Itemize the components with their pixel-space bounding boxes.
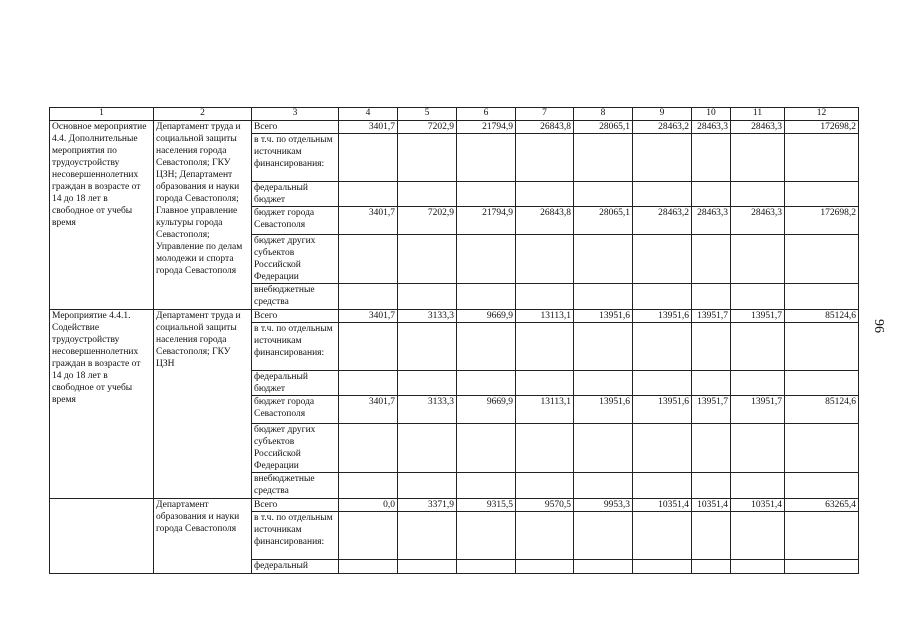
value-cell: 10351,4	[633, 499, 692, 512]
value-cell: 13951,6	[633, 310, 692, 323]
value-cell: 28463,2	[633, 121, 692, 134]
activity-cell: Мероприятие 4.4.1. Содействие трудоустройству несовершеннолетних граждан в возрасте от 14 до 18 лет в свободное от учебы время	[50, 310, 154, 499]
value-cell: 26843,8	[516, 207, 574, 235]
value-cell	[633, 424, 692, 473]
value-cell: 13951,6	[633, 396, 692, 424]
value-cell	[731, 424, 785, 473]
value-cell	[785, 560, 859, 574]
value-cell	[692, 512, 731, 560]
value-cell: 28463,3	[731, 121, 785, 134]
value-cell: 3401,7	[339, 121, 398, 134]
value-cell	[731, 560, 785, 574]
value-cell: 3401,7	[339, 207, 398, 235]
value-cell	[731, 323, 785, 371]
source-label-cell: в т.ч. по отдельным источникам финансирования:	[252, 323, 339, 371]
header-cell: 11	[731, 108, 785, 121]
value-cell	[785, 323, 859, 371]
value-cell: 28463,3	[731, 207, 785, 235]
value-cell	[692, 371, 731, 396]
header-cell: 3	[252, 108, 339, 121]
value-cell: 13113,1	[516, 310, 574, 323]
value-cell	[785, 134, 859, 182]
value-cell	[516, 235, 574, 284]
value-cell	[516, 134, 574, 182]
value-cell	[398, 560, 457, 574]
value-cell: 13951,6	[574, 310, 633, 323]
value-cell: 3401,7	[339, 396, 398, 424]
value-cell	[731, 371, 785, 396]
source-label-cell: бюджет города Севастополя	[252, 207, 339, 235]
value-cell	[339, 284, 398, 310]
value-cell	[692, 323, 731, 371]
value-cell	[731, 235, 785, 284]
value-cell	[574, 235, 633, 284]
value-cell	[516, 424, 574, 473]
value-cell	[516, 473, 574, 499]
source-label-cell: федеральный	[252, 560, 339, 574]
value-cell: 10351,4	[692, 499, 731, 512]
value-cell	[633, 284, 692, 310]
value-cell: 85124,6	[785, 396, 859, 424]
value-cell	[785, 182, 859, 207]
value-cell: 9570,5	[516, 499, 574, 512]
value-cell	[785, 235, 859, 284]
value-cell: 21794,9	[457, 121, 516, 134]
value-cell	[339, 323, 398, 371]
value-cell: 3133,3	[398, 310, 457, 323]
table-row	[50, 121, 859, 134]
value-cell	[785, 371, 859, 396]
value-cell	[574, 512, 633, 560]
value-cell	[339, 134, 398, 182]
value-cell: 3401,7	[339, 310, 398, 323]
value-cell	[398, 284, 457, 310]
value-cell	[633, 323, 692, 371]
value-cell: 28065,1	[574, 121, 633, 134]
value-cell	[785, 284, 859, 310]
value-cell	[339, 371, 398, 396]
value-cell: 63265,4	[785, 499, 859, 512]
value-cell: 7202,9	[398, 121, 457, 134]
value-cell: 21794,9	[457, 207, 516, 235]
source-label-cell: бюджет других субъектов Российской Федерации	[252, 424, 339, 473]
value-cell	[731, 473, 785, 499]
value-cell	[457, 512, 516, 560]
value-cell	[785, 424, 859, 473]
value-cell: 13951,7	[692, 396, 731, 424]
value-cell: 13951,7	[731, 396, 785, 424]
value-cell: 85124,6	[785, 310, 859, 323]
table-row	[50, 499, 859, 512]
source-label-cell: внебюджетные средства	[252, 284, 339, 310]
value-cell	[457, 473, 516, 499]
value-cell	[516, 371, 574, 396]
executor-cell: Департамент образования и науки города Севастополя	[154, 499, 252, 574]
source-label-cell: в т.ч. по отдельным источникам финансирования:	[252, 134, 339, 182]
value-cell: 3371,9	[398, 499, 457, 512]
value-cell	[731, 284, 785, 310]
header-cell: 2	[154, 108, 252, 121]
value-cell	[785, 473, 859, 499]
executor-cell: Департамент труда и социальной защиты населения города Севастополя; ГКУ ЦЗН; Департамент образования и науки города Севастополя; Главное управление культуры города Севастополя; Управление по делам молодежи и спорта города Севастополя	[154, 121, 252, 310]
value-cell	[633, 512, 692, 560]
value-cell: 10351,4	[731, 499, 785, 512]
value-cell	[457, 560, 516, 574]
value-cell: 28065,1	[574, 207, 633, 235]
value-cell	[574, 424, 633, 473]
header-cell: 12	[785, 108, 859, 121]
header-cell: 8	[574, 108, 633, 121]
value-cell	[457, 371, 516, 396]
value-cell	[692, 134, 731, 182]
source-label-cell: федеральный бюджет	[252, 182, 339, 207]
activity-cell: Основное мероприятие 4.4. Дополнительные мероприятия по трудоустройству несовершеннолетних граждан в возрасте от 14 до 18 лет в свободное от учебы время	[50, 121, 154, 310]
header-cell: 6	[457, 108, 516, 121]
source-label-cell: бюджет города Севастополя	[252, 396, 339, 424]
header-cell: 1	[50, 108, 154, 121]
value-cell	[516, 560, 574, 574]
value-cell	[633, 473, 692, 499]
value-cell	[516, 512, 574, 560]
header-cell: 4	[339, 108, 398, 121]
value-cell	[516, 182, 574, 207]
value-cell	[398, 424, 457, 473]
value-cell	[398, 512, 457, 560]
value-cell: 13951,7	[731, 310, 785, 323]
header-row	[50, 108, 859, 121]
value-cell: 3133,3	[398, 396, 457, 424]
value-cell: 0,0	[339, 499, 398, 512]
value-cell	[457, 235, 516, 284]
value-cell	[574, 182, 633, 207]
value-cell	[633, 371, 692, 396]
value-cell	[574, 560, 633, 574]
header-cell: 7	[516, 108, 574, 121]
executor-cell: Департамент труда и социальной защиты населения города Севастополя; ГКУ ЦЗН	[154, 310, 252, 499]
value-cell: 7202,9	[398, 207, 457, 235]
source-label-cell: Всего	[252, 499, 339, 512]
value-cell	[692, 473, 731, 499]
header-cell: 10	[692, 108, 731, 121]
value-cell	[633, 235, 692, 284]
value-cell	[785, 512, 859, 560]
value-cell	[398, 235, 457, 284]
page-number: 96	[871, 319, 886, 333]
funding-table	[49, 107, 859, 574]
value-cell	[692, 182, 731, 207]
source-label-cell: Всего	[252, 121, 339, 134]
activity-cell	[50, 499, 154, 574]
value-cell: 9669,9	[457, 396, 516, 424]
value-cell	[339, 182, 398, 207]
value-cell	[339, 424, 398, 473]
value-cell: 13951,6	[574, 396, 633, 424]
source-label-cell: внебюджетные средства	[252, 473, 339, 499]
value-cell: 9315,5	[457, 499, 516, 512]
value-cell	[692, 560, 731, 574]
value-cell	[574, 473, 633, 499]
value-cell	[339, 473, 398, 499]
value-cell	[633, 182, 692, 207]
value-cell	[339, 512, 398, 560]
value-cell	[398, 473, 457, 499]
value-cell	[692, 284, 731, 310]
value-cell	[574, 284, 633, 310]
header-cell: 5	[398, 108, 457, 121]
value-cell	[398, 134, 457, 182]
value-cell	[457, 323, 516, 371]
source-label-cell: Всего	[252, 310, 339, 323]
value-cell	[516, 284, 574, 310]
value-cell	[398, 371, 457, 396]
value-cell	[457, 182, 516, 207]
value-cell: 28463,3	[692, 121, 731, 134]
value-cell	[457, 284, 516, 310]
table-row	[50, 310, 859, 323]
value-cell	[633, 134, 692, 182]
value-cell: 9669,9	[457, 310, 516, 323]
value-cell: 28463,3	[692, 207, 731, 235]
value-cell: 9953,3	[574, 499, 633, 512]
value-cell: 13113,1	[516, 396, 574, 424]
value-cell	[574, 323, 633, 371]
value-cell: 13951,7	[692, 310, 731, 323]
value-cell	[574, 134, 633, 182]
value-cell: 28463,2	[633, 207, 692, 235]
value-cell	[731, 512, 785, 560]
value-cell: 26843,8	[516, 121, 574, 134]
source-label-cell: в т.ч. по отдельным источникам финансирования:	[252, 512, 339, 560]
header-cell: 9	[633, 108, 692, 121]
value-cell: 172698,2	[785, 121, 859, 134]
value-cell	[731, 134, 785, 182]
value-cell	[692, 424, 731, 473]
value-cell	[339, 560, 398, 574]
value-cell	[692, 235, 731, 284]
value-cell	[457, 424, 516, 473]
value-cell	[516, 323, 574, 371]
value-cell	[633, 560, 692, 574]
source-label-cell: бюджет других субъектов Российской Федерации	[252, 235, 339, 284]
value-cell	[731, 182, 785, 207]
value-cell	[398, 182, 457, 207]
value-cell: 172698,2	[785, 207, 859, 235]
value-cell	[398, 323, 457, 371]
source-label-cell: федеральный бюджет	[252, 371, 339, 396]
value-cell	[339, 235, 398, 284]
value-cell	[574, 371, 633, 396]
value-cell	[457, 134, 516, 182]
